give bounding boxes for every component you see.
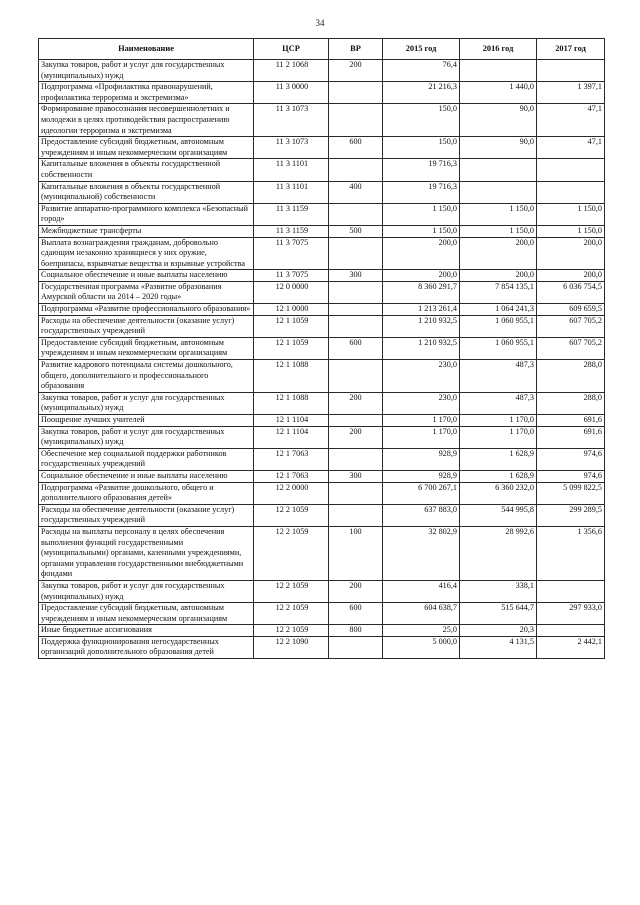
table-row xyxy=(39,603,605,625)
row-2017-cell: 299 289,5 xyxy=(537,504,605,526)
row-csr-cell: 12 0 0000 xyxy=(254,281,329,303)
row-2016-cell: 487,3 xyxy=(460,360,537,393)
row-csr-cell: 11 3 1159 xyxy=(254,225,329,237)
row-2015-cell: 416,4 xyxy=(383,580,460,602)
row-2017-cell: 974,6 xyxy=(537,470,605,482)
table-row xyxy=(39,526,605,580)
row-csr-cell: 12 1 0000 xyxy=(254,304,329,316)
row-2016-cell: 1 064 241,3 xyxy=(460,304,537,316)
row-name-cell: Обеспечение мер социальной поддержки работников государственных учреждений xyxy=(39,448,254,470)
table-row xyxy=(39,60,605,82)
table-row xyxy=(39,504,605,526)
row-2016-cell: 90,0 xyxy=(460,104,537,137)
row-2016-cell: 1 628,9 xyxy=(460,470,537,482)
row-2015-cell: 928,9 xyxy=(383,448,460,470)
row-2015-cell: 1 170,0 xyxy=(383,426,460,448)
row-2016-cell: 487,3 xyxy=(460,392,537,414)
row-2016-cell: 200,0 xyxy=(460,237,537,270)
row-name-cell: Межбюджетные трансферты xyxy=(39,225,254,237)
row-csr-cell: 12 1 1059 xyxy=(254,315,329,337)
row-2015-cell: 19 716,3 xyxy=(383,159,460,181)
row-2015-cell: 19 716,3 xyxy=(383,181,460,203)
row-name-cell: Выплата вознаграждения гражданам, добровольно сдающим незаконно хранящиеся у них оружие, боеприпасы, взрывчатые вещества и взрывные устройства xyxy=(39,237,254,270)
row-csr-cell: 12 1 7063 xyxy=(254,448,329,470)
table-row xyxy=(39,448,605,470)
row-csr-cell: 12 1 1088 xyxy=(254,392,329,414)
row-vr-cell xyxy=(329,104,383,137)
table-row xyxy=(39,281,605,303)
row-csr-cell: 12 2 1059 xyxy=(254,526,329,580)
row-2015-cell: 21 216,3 xyxy=(383,82,460,104)
row-name-cell: Предоставление субсидий бюджетным, автономным учреждениям и иным некоммерческим организациям xyxy=(39,137,254,159)
row-name-cell: Предоставление субсидий бюджетным, автономным учреждениям и иным некоммерческим организациям xyxy=(39,337,254,359)
row-2017-cell: 607 705,2 xyxy=(537,315,605,337)
row-2017-cell: 5 099 822,5 xyxy=(537,482,605,504)
row-csr-cell: 11 3 7075 xyxy=(254,237,329,270)
row-vr-cell: 200 xyxy=(329,60,383,82)
row-vr-cell: 200 xyxy=(329,580,383,602)
row-vr-cell xyxy=(329,415,383,427)
table-row xyxy=(39,580,605,602)
table-row xyxy=(39,470,605,482)
row-2017-cell: 297 933,0 xyxy=(537,603,605,625)
row-vr-cell: 600 xyxy=(329,603,383,625)
row-2015-cell: 5 000,0 xyxy=(383,636,460,658)
row-2015-cell: 1 210 932,5 xyxy=(383,337,460,359)
table-row xyxy=(39,315,605,337)
row-2017-cell: 6 036 754,5 xyxy=(537,281,605,303)
row-csr-cell: 12 2 1090 xyxy=(254,636,329,658)
row-2016-cell: 1 060 955,1 xyxy=(460,337,537,359)
row-vr-cell: 400 xyxy=(329,181,383,203)
row-vr-cell xyxy=(329,82,383,104)
table-row xyxy=(39,203,605,225)
row-2016-cell: 1 150,0 xyxy=(460,225,537,237)
row-2017-cell xyxy=(537,580,605,602)
row-2015-cell: 8 360 291,7 xyxy=(383,281,460,303)
page-number: 34 xyxy=(315,18,325,28)
budget-table-container xyxy=(38,38,604,862)
row-2016-cell: 20,3 xyxy=(460,625,537,637)
row-2015-cell: 1 150,0 xyxy=(383,225,460,237)
row-name-cell: Предоставление субсидий бюджетным, автономным учреждениям и иным некоммерческим организациям xyxy=(39,603,254,625)
row-2017-cell: 200,0 xyxy=(537,237,605,270)
row-name-cell: Государственная программа «Развитие образования Амурской области на 2014 – 2020 годы» xyxy=(39,281,254,303)
table-row xyxy=(39,625,605,637)
row-2015-cell: 25,0 xyxy=(383,625,460,637)
row-vr-cell xyxy=(329,237,383,270)
table-row xyxy=(39,159,605,181)
row-2016-cell xyxy=(460,159,537,181)
header-2016: 2016 год xyxy=(460,39,537,60)
row-2016-cell: 515 644,7 xyxy=(460,603,537,625)
row-2017-cell xyxy=(537,181,605,203)
row-2015-cell: 76,4 xyxy=(383,60,460,82)
row-2016-cell: 90,0 xyxy=(460,137,537,159)
row-2017-cell: 1 150,0 xyxy=(537,203,605,225)
row-2015-cell: 637 883,0 xyxy=(383,504,460,526)
row-2015-cell: 230,0 xyxy=(383,392,460,414)
row-2016-cell: 544 995,8 xyxy=(460,504,537,526)
row-2016-cell: 28 992,6 xyxy=(460,526,537,580)
row-2017-cell xyxy=(537,159,605,181)
row-2016-cell xyxy=(460,181,537,203)
row-2017-cell: 607 705,2 xyxy=(537,337,605,359)
row-2016-cell: 1 170,0 xyxy=(460,426,537,448)
row-2017-cell: 1 397,1 xyxy=(537,82,605,104)
header-2017: 2017 год xyxy=(537,39,605,60)
row-2017-cell: 47,1 xyxy=(537,137,605,159)
row-csr-cell: 11 3 1073 xyxy=(254,104,329,137)
row-name-cell: Иные бюджетные ассигнования xyxy=(39,625,254,637)
row-2015-cell: 200,0 xyxy=(383,270,460,282)
table-row xyxy=(39,237,605,270)
row-csr-cell: 12 2 1059 xyxy=(254,580,329,602)
row-vr-cell: 200 xyxy=(329,392,383,414)
row-vr-cell xyxy=(329,159,383,181)
row-2017-cell: 47,1 xyxy=(537,104,605,137)
row-2017-cell: 200,0 xyxy=(537,270,605,282)
row-2015-cell: 1 170,0 xyxy=(383,415,460,427)
table-row xyxy=(39,82,605,104)
row-name-cell: Капитальные вложения в объекты государственной собственности xyxy=(39,159,254,181)
header-name: Наименование xyxy=(39,39,254,60)
row-name-cell: Развитие кадрового потенциала системы дошкольного, общего, дополнительного и профессионального образования xyxy=(39,360,254,393)
row-name-cell: Социальное обеспечение и иные выплаты населению xyxy=(39,470,254,482)
row-2016-cell: 1 150,0 xyxy=(460,203,537,225)
row-vr-cell xyxy=(329,203,383,225)
row-2016-cell: 1 628,9 xyxy=(460,448,537,470)
row-vr-cell: 600 xyxy=(329,137,383,159)
row-name-cell: Закупка товаров, работ и услуг для государственных (муниципальных) нужд xyxy=(39,392,254,414)
row-csr-cell: 11 2 1068 xyxy=(254,60,329,82)
row-name-cell: Подпрограмма «Развитие профессионального образования» xyxy=(39,304,254,316)
row-2016-cell xyxy=(460,60,537,82)
row-2017-cell: 974,6 xyxy=(537,448,605,470)
row-name-cell: Развитие аппаратно-программного комплекса «Безопасный город» xyxy=(39,203,254,225)
table-row xyxy=(39,415,605,427)
row-vr-cell: 600 xyxy=(329,337,383,359)
row-2015-cell: 32 802,9 xyxy=(383,526,460,580)
row-csr-cell: 12 1 1059 xyxy=(254,337,329,359)
row-2017-cell xyxy=(537,60,605,82)
row-2017-cell: 691,6 xyxy=(537,426,605,448)
row-vr-cell xyxy=(329,448,383,470)
row-csr-cell: 12 2 1059 xyxy=(254,504,329,526)
row-2015-cell: 150,0 xyxy=(383,104,460,137)
row-2015-cell: 1 213 261,4 xyxy=(383,304,460,316)
row-2015-cell: 200,0 xyxy=(383,237,460,270)
table-row xyxy=(39,482,605,504)
row-2016-cell: 1 170,0 xyxy=(460,415,537,427)
row-name-cell: Формирование правосознания несовершеннолетних и молодежи в целях противодействия распространению идеологии терроризма и экстремизма xyxy=(39,104,254,137)
row-2016-cell: 200,0 xyxy=(460,270,537,282)
row-2017-cell: 609 659,5 xyxy=(537,304,605,316)
row-csr-cell: 11 3 1101 xyxy=(254,159,329,181)
table-body xyxy=(39,60,605,659)
row-2016-cell: 1 440,0 xyxy=(460,82,537,104)
table-row xyxy=(39,337,605,359)
row-csr-cell: 12 2 1059 xyxy=(254,625,329,637)
row-2017-cell: 2 442,1 xyxy=(537,636,605,658)
row-csr-cell: 11 3 1101 xyxy=(254,181,329,203)
row-csr-cell: 12 1 1104 xyxy=(254,426,329,448)
budget-table xyxy=(38,38,605,659)
row-csr-cell: 12 1 7063 xyxy=(254,470,329,482)
row-vr-cell xyxy=(329,482,383,504)
row-csr-cell: 11 3 7075 xyxy=(254,270,329,282)
row-vr-cell: 300 xyxy=(329,270,383,282)
table-row xyxy=(39,104,605,137)
row-2017-cell: 1 356,6 xyxy=(537,526,605,580)
row-2015-cell: 6 700 267,1 xyxy=(383,482,460,504)
row-name-cell: Расходы на выплаты персоналу в целях обеспечения выполнения функций государственными (муниципальными) органами, казенными учреждениями, органами управления государственными внебюджетными фондами xyxy=(39,526,254,580)
row-vr-cell: 500 xyxy=(329,225,383,237)
table-row xyxy=(39,392,605,414)
row-csr-cell: 12 1 1104 xyxy=(254,415,329,427)
header-2015: 2015 год xyxy=(383,39,460,60)
row-2016-cell: 1 060 955,1 xyxy=(460,315,537,337)
row-csr-cell: 11 3 1159 xyxy=(254,203,329,225)
row-csr-cell: 12 2 0000 xyxy=(254,482,329,504)
row-name-cell: Социальное обеспечение и иные выплаты населению xyxy=(39,270,254,282)
row-2015-cell: 1 210 932,5 xyxy=(383,315,460,337)
row-vr-cell xyxy=(329,636,383,658)
row-name-cell: Поддержка функционирования негосударственных организаций дополнительного образования детей xyxy=(39,636,254,658)
row-2017-cell: 1 150,0 xyxy=(537,225,605,237)
row-csr-cell: 12 2 1059 xyxy=(254,603,329,625)
row-2015-cell: 150,0 xyxy=(383,137,460,159)
row-name-cell: Капитальные вложения в объекты государственной (муниципальной) собственности xyxy=(39,181,254,203)
table-row xyxy=(39,636,605,658)
row-vr-cell xyxy=(329,315,383,337)
row-name-cell: Подпрограмма «Развитие дошкольного, общего и дополнительного образования детей» xyxy=(39,482,254,504)
row-vr-cell xyxy=(329,281,383,303)
row-name-cell: Закупка товаров, работ и услуг для государственных (муниципальных) нужд xyxy=(39,580,254,602)
row-csr-cell: 11 3 0000 xyxy=(254,82,329,104)
row-2017-cell: 288,0 xyxy=(537,392,605,414)
row-2016-cell: 6 360 232,0 xyxy=(460,482,537,504)
row-vr-cell: 800 xyxy=(329,625,383,637)
row-vr-cell: 300 xyxy=(329,470,383,482)
table-row xyxy=(39,270,605,282)
row-name-cell: Закупка товаров, работ и услуг для государственных (муниципальных) нужд xyxy=(39,60,254,82)
row-name-cell: Расходы на обеспечение деятельности (оказание услуг) государственных учреждений xyxy=(39,315,254,337)
table-row xyxy=(39,225,605,237)
row-2017-cell: 691,6 xyxy=(537,415,605,427)
row-name-cell: Расходы на обеспечение деятельности (оказание услуг) государственных учреждений xyxy=(39,504,254,526)
table-row xyxy=(39,304,605,316)
row-vr-cell xyxy=(329,504,383,526)
table-row xyxy=(39,360,605,393)
row-vr-cell: 200 xyxy=(329,426,383,448)
row-vr-cell xyxy=(329,304,383,316)
row-csr-cell: 11 3 1073 xyxy=(254,137,329,159)
row-2016-cell: 4 131,5 xyxy=(460,636,537,658)
row-name-cell: Поощрение лучших учителей xyxy=(39,415,254,427)
row-2015-cell: 230,0 xyxy=(383,360,460,393)
row-2015-cell: 928,9 xyxy=(383,470,460,482)
row-2016-cell: 338,1 xyxy=(460,580,537,602)
row-name-cell: Закупка товаров, работ и услуг для государственных (муниципальных) нужд xyxy=(39,426,254,448)
row-2017-cell xyxy=(537,625,605,637)
row-2016-cell: 7 854 135,1 xyxy=(460,281,537,303)
table-row xyxy=(39,137,605,159)
header-csr: ЦСР xyxy=(254,39,329,60)
row-name-cell: Подпрограмма «Профилактика правонарушений, профилактика терроризма и экстремизма» xyxy=(39,82,254,104)
table-header-row xyxy=(39,39,605,60)
row-vr-cell: 100 xyxy=(329,526,383,580)
row-csr-cell: 12 1 1088 xyxy=(254,360,329,393)
table-row xyxy=(39,181,605,203)
row-vr-cell xyxy=(329,360,383,393)
table-row xyxy=(39,426,605,448)
header-vr: ВР xyxy=(329,39,383,60)
row-2015-cell: 604 638,7 xyxy=(383,603,460,625)
row-2017-cell: 288,0 xyxy=(537,360,605,393)
row-2015-cell: 1 150,0 xyxy=(383,203,460,225)
